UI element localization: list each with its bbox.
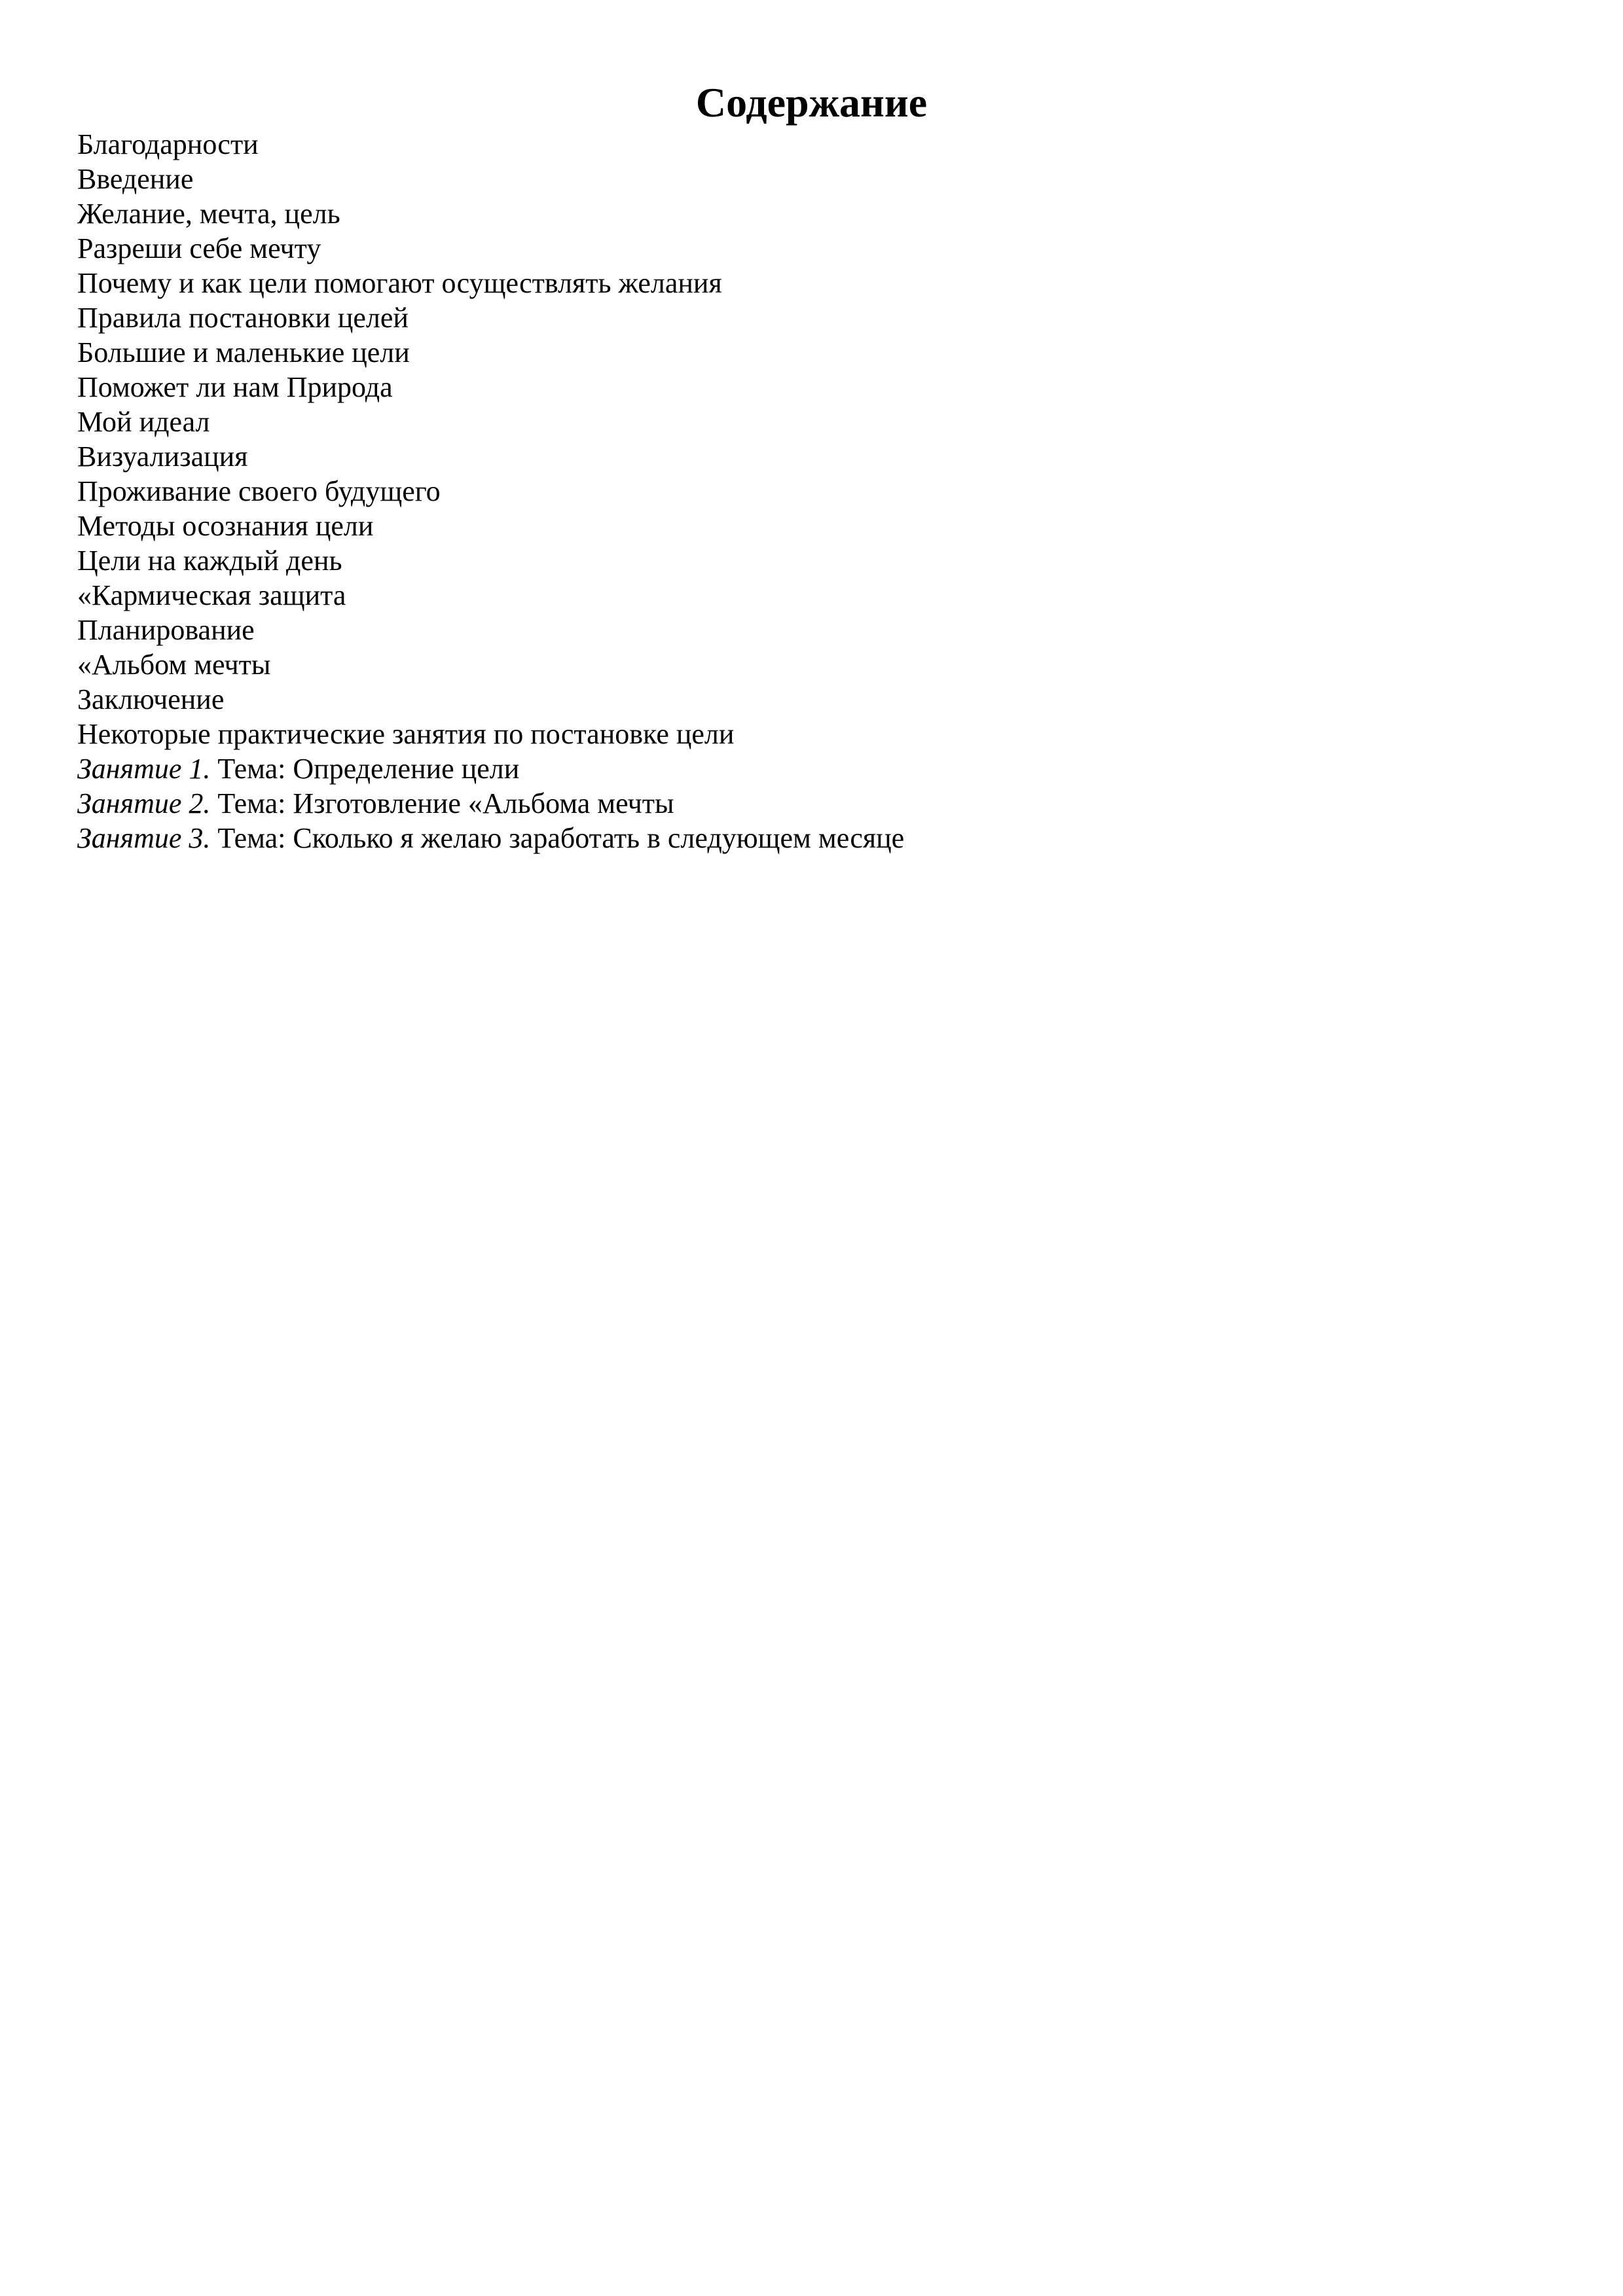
toc-entry: Планирование xyxy=(77,614,255,646)
page-title: Содержание xyxy=(695,79,928,126)
toc-entry: Поможет ли нам Природа xyxy=(77,371,393,403)
lesson-label: Занятие 2. xyxy=(77,787,211,819)
toc-entry: Правила постановки целей xyxy=(77,302,409,334)
toc-entry: Цели на каждый день xyxy=(77,545,342,577)
toc-entry: Благодарности xyxy=(77,128,259,160)
toc-lesson-entry xyxy=(77,821,904,855)
table-of-contents xyxy=(77,127,904,855)
toc-lesson-entry xyxy=(77,786,904,821)
toc-entry: «Кармическая защита xyxy=(77,579,346,611)
lesson-topic: Тема: Изготовление «Альбома мечты xyxy=(210,787,674,819)
toc-entry: Проживание своего будущего xyxy=(77,475,441,507)
toc-entry: «Альбом мечты xyxy=(77,649,271,681)
lesson-topic: Тема: Определение цели xyxy=(210,753,520,785)
lesson-label: Занятие 3. xyxy=(77,822,211,854)
toc-entry: Визуализация xyxy=(77,440,248,473)
toc-lesson-entry xyxy=(77,751,904,786)
toc-entry: Почему и как цели помогают осуществлять желания xyxy=(77,267,722,299)
toc-entry: Некоторые практические занятия по постановке цели xyxy=(77,718,735,750)
toc-entry: Методы осознания цели xyxy=(77,510,374,542)
toc-entry: Желание, мечта, цель xyxy=(77,198,340,230)
toc-entry: Большие и маленькие цели xyxy=(77,336,410,368)
lesson-label: Занятие 1. xyxy=(77,753,211,785)
toc-entry: Введение xyxy=(77,163,194,195)
toc-entry: Мой идеал xyxy=(77,406,210,438)
lesson-topic: Тема: Сколько я желаю заработать в следующем месяце xyxy=(210,822,905,854)
toc-entry: Заключение xyxy=(77,683,225,715)
toc-entry: Разреши себе мечту xyxy=(77,232,321,264)
